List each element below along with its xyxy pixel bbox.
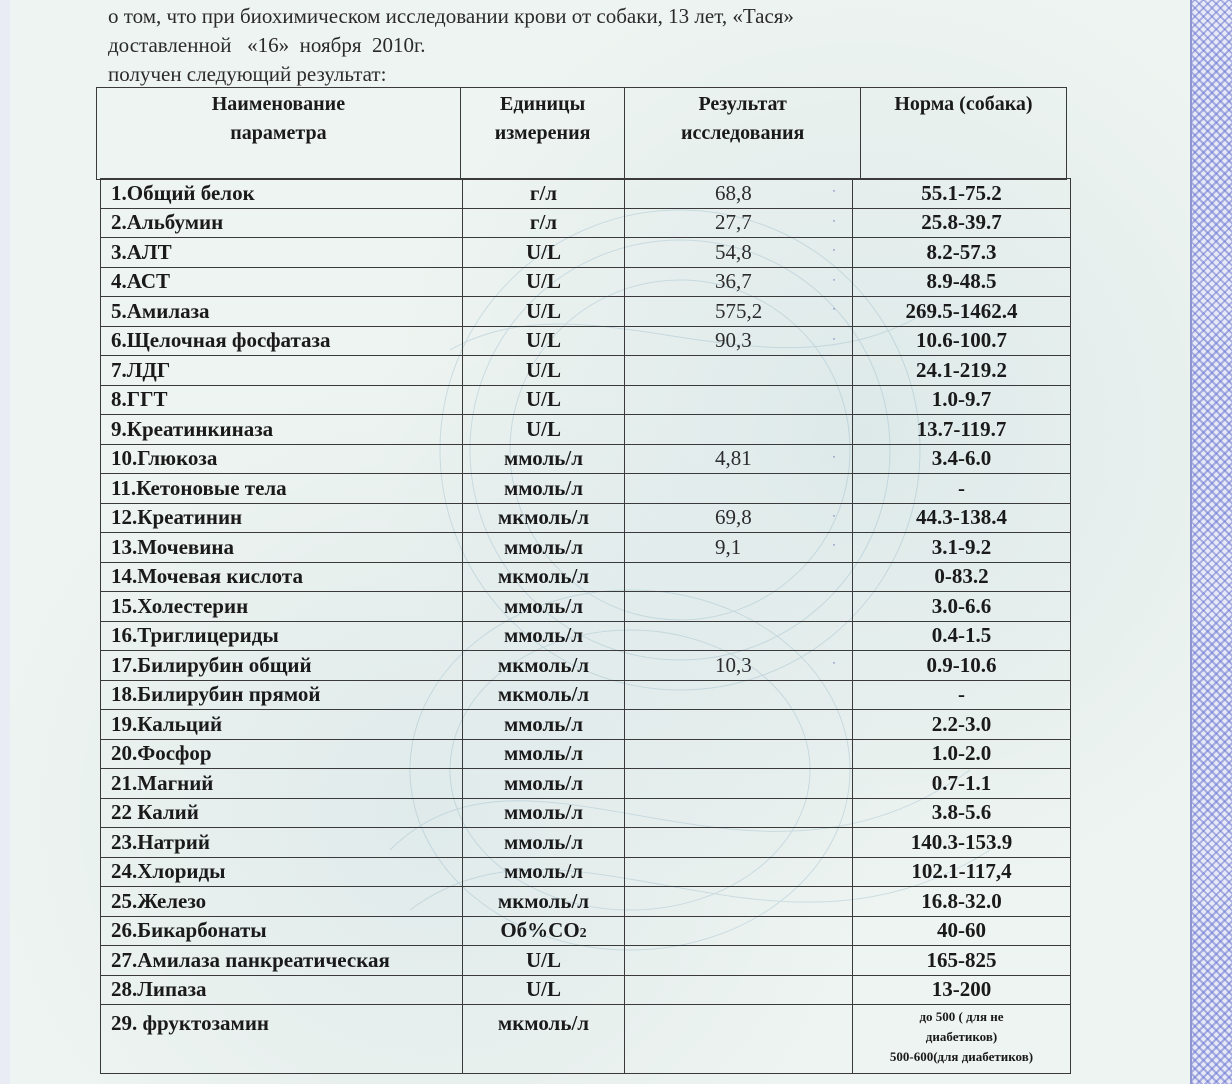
table-row <box>101 946 1071 976</box>
parameter-name: 22 Калий <box>101 798 463 828</box>
parameter-norm: 13.7-119.7 <box>853 415 1071 445</box>
table-row <box>101 444 1071 474</box>
parameter-norm: 3.8-5.6 <box>853 798 1071 828</box>
parameter-result <box>625 946 853 976</box>
parameter-unit: ммоль/л <box>463 592 625 622</box>
parameter-unit: ммоль/л <box>463 798 625 828</box>
check-mark-icon: ˙ <box>832 334 836 349</box>
check-mark-icon: ˙ <box>832 187 836 201</box>
table-row <box>101 798 1071 828</box>
parameter-name: 27.Амилаза панкреатическая <box>101 946 463 976</box>
parameter-name: 28.Липаза <box>101 975 463 1005</box>
table-row <box>101 562 1071 592</box>
parameter-result <box>625 297 853 327</box>
parameter-name: 7.ЛДГ <box>101 356 463 386</box>
table-row <box>101 710 1071 740</box>
parameter-unit: мкмоль/л <box>463 651 625 681</box>
parameter-norm: 0.9-10.6 <box>853 651 1071 681</box>
parameter-result <box>625 444 853 474</box>
norm-line: до 500 ( для не <box>919 1009 1004 1024</box>
parameter-result <box>625 533 853 563</box>
parameter-norm: 140.3-153.9 <box>853 828 1071 858</box>
table-row <box>101 474 1071 504</box>
result-value: 90,3 <box>715 328 752 353</box>
parameter-norm: 16.8-32.0 <box>853 887 1071 917</box>
parameter-name: 5.Амилаза <box>101 297 463 327</box>
parameter-unit: U/L <box>463 267 625 297</box>
parameter-norm: 25.8-39.7 <box>853 208 1071 238</box>
parameter-norm: 8.9-48.5 <box>853 267 1071 297</box>
left-margin <box>0 0 10 1084</box>
parameter-name: 18.Билирубин прямой <box>101 680 463 710</box>
check-mark-icon: ˙ <box>832 246 836 260</box>
parameter-unit: ммоль/л <box>463 444 625 474</box>
parameter-norm: 0.4-1.5 <box>853 621 1071 651</box>
parameter-unit: U/L <box>463 385 625 415</box>
parameter-unit: U/L <box>463 975 625 1005</box>
table-row <box>101 769 1071 799</box>
table-row <box>101 1005 1071 1074</box>
parameter-unit: ммоль/л <box>463 857 625 887</box>
parameter-name: 24.Хлориды <box>101 857 463 887</box>
parameter-norm: 10.6-100.7 <box>853 326 1071 356</box>
table-row <box>101 680 1071 710</box>
table-row <box>101 887 1071 917</box>
parameter-norm: 165-825 <box>853 946 1071 976</box>
table-row <box>101 592 1071 622</box>
parameter-name: 21.Магний <box>101 769 463 799</box>
parameter-norm: 8.2-57.3 <box>853 238 1071 268</box>
table-row <box>101 651 1071 681</box>
parameter-result <box>625 857 853 887</box>
table-row <box>101 975 1071 1005</box>
parameter-norm: 13-200 <box>853 975 1071 1005</box>
parameter-name: 10.Глюкоза <box>101 444 463 474</box>
check-mark-icon: ˙ <box>832 659 836 673</box>
result-value: 575,2 <box>715 298 763 323</box>
norm-line: 500-600(для диабетиков) <box>889 1049 1034 1064</box>
parameter-norm: 269.5-1462.4 <box>853 297 1071 327</box>
parameter-norm: 3.1-9.2 <box>853 533 1071 563</box>
parameter-name: 14.Мочевая кислота <box>101 562 463 592</box>
parameter-result <box>625 208 853 238</box>
parameter-norm: - <box>853 680 1071 710</box>
parameter-name: 15.Холестерин <box>101 592 463 622</box>
parameter-result <box>625 267 853 297</box>
result-value: 69,8 <box>715 505 752 530</box>
parameter-result <box>625 326 853 356</box>
parameter-result <box>625 503 853 533</box>
parameter-unit: ммоль/л <box>463 621 625 651</box>
result-value: 54,8 <box>715 239 752 264</box>
table-row <box>101 297 1071 327</box>
intro-line-3: получен следующий результат: <box>108 62 387 86</box>
parameter-result <box>625 179 853 209</box>
parameter-unit: мкмоль/л <box>463 1005 625 1074</box>
parameter-unit: ммоль/л <box>463 828 625 858</box>
table-row <box>101 356 1071 386</box>
check-mark-icon: ˙ <box>832 305 836 319</box>
parameter-norm: 24.1-219.2 <box>853 356 1071 386</box>
parameter-unit: мкмоль/л <box>463 562 625 592</box>
parameter-result <box>625 1005 853 1074</box>
parameter-result <box>625 828 853 858</box>
parameter-norm: 55.1-75.2 <box>853 179 1071 209</box>
parameter-name: 23.Натрий <box>101 828 463 858</box>
parameter-result <box>625 798 853 828</box>
parameter-norm <box>853 1005 1071 1074</box>
check-mark-icon: ˙ <box>832 275 836 290</box>
parameter-result <box>625 739 853 769</box>
parameter-unit: U/L <box>463 297 625 327</box>
table-row <box>101 326 1071 356</box>
result-value: 36,7 <box>715 269 752 294</box>
parameter-unit: U/L <box>463 415 625 445</box>
parameter-unit: U/L <box>463 326 625 356</box>
parameter-unit: г/л <box>463 179 625 209</box>
check-mark-icon: ˙ <box>832 541 836 555</box>
parameter-name: 29. фруктозамин <box>101 1005 463 1074</box>
check-mark-icon: ˙ <box>832 452 836 467</box>
check-mark-icon: ˙ <box>832 216 836 231</box>
table-row <box>101 503 1071 533</box>
results-table <box>100 178 1071 1074</box>
check-mark-icon: ˙ <box>832 511 836 526</box>
result-value: 27,7 <box>715 210 752 235</box>
parameter-name: 2.Альбумин <box>101 208 463 238</box>
parameter-name: 8.ГГТ <box>101 385 463 415</box>
parameter-result <box>625 975 853 1005</box>
table-row <box>101 916 1071 946</box>
parameter-name: 17.Билирубин общий <box>101 651 463 681</box>
result-value: 9,1 <box>715 534 742 559</box>
parameter-norm: 1.0-2.0 <box>853 739 1071 769</box>
parameter-unit: Об%CO2 <box>463 916 625 946</box>
parameter-norm: 0-83.2 <box>853 562 1071 592</box>
parameter-result <box>625 238 853 268</box>
norm-line: диабетиков) <box>925 1029 998 1044</box>
parameter-norm: 3.4-6.0 <box>853 444 1071 474</box>
table-row <box>101 857 1071 887</box>
table-row <box>101 739 1071 769</box>
parameter-result <box>625 887 853 917</box>
table-row <box>101 533 1071 563</box>
parameter-result <box>625 916 853 946</box>
table-row <box>101 267 1071 297</box>
header-result: Результат исследования <box>625 88 861 180</box>
parameter-result <box>625 592 853 622</box>
parameter-name: 9.Креатинкиназа <box>101 415 463 445</box>
parameter-name: 4.АСТ <box>101 267 463 297</box>
parameter-norm: 102.1-117,4 <box>853 857 1071 887</box>
parameter-norm: 3.0-6.6 <box>853 592 1071 622</box>
parameter-name: 26.Бикарбонаты <box>101 916 463 946</box>
parameter-unit: U/L <box>463 356 625 386</box>
parameter-result <box>625 356 853 386</box>
parameter-result <box>625 474 853 504</box>
header-name: Наименование параметра <box>97 88 461 180</box>
parameter-name: 3.АЛТ <box>101 238 463 268</box>
parameter-norm: 0.7-1.1 <box>853 769 1071 799</box>
parameter-name: 19.Кальций <box>101 710 463 740</box>
parameter-result <box>625 562 853 592</box>
parameter-name: 12.Креатинин <box>101 503 463 533</box>
parameter-unit: ммоль/л <box>463 474 625 504</box>
header-unit: Единицы измерения <box>460 88 625 180</box>
parameter-result <box>625 621 853 651</box>
parameter-unit: ммоль/л <box>463 710 625 740</box>
decorative-border <box>1190 0 1232 1084</box>
table-row <box>101 415 1071 445</box>
result-value: 4,81 <box>715 446 752 471</box>
parameter-unit: U/L <box>463 946 625 976</box>
parameter-norm: 2.2-3.0 <box>853 710 1071 740</box>
parameter-name: 6.Щелочная фосфатаза <box>101 326 463 356</box>
intro-line-1: о том, что при биохимическом исследовании крови от собаки, 13 лет, «Тася» <box>108 4 794 28</box>
parameter-unit: мкмоль/л <box>463 680 625 710</box>
intro-line-2: доставленной «16» ноября 2010г. <box>108 33 426 57</box>
header-norm: Норма (собака) <box>860 88 1066 180</box>
table-row <box>101 828 1071 858</box>
parameter-result <box>625 710 853 740</box>
table-row <box>101 238 1071 268</box>
table-row <box>101 385 1071 415</box>
parameter-result <box>625 769 853 799</box>
parameter-name: 16.Триглицериды <box>101 621 463 651</box>
parameter-unit: ммоль/л <box>463 533 625 563</box>
parameter-name: 25.Железо <box>101 887 463 917</box>
parameter-norm: - <box>853 474 1071 504</box>
parameter-unit: ммоль/л <box>463 769 625 799</box>
parameter-unit: U/L <box>463 238 625 268</box>
parameter-name: 11.Кетоновые тела <box>101 474 463 504</box>
parameter-unit: г/л <box>463 208 625 238</box>
parameter-norm: 1.0-9.7 <box>853 385 1071 415</box>
result-value: 10,3 <box>715 652 752 677</box>
parameter-name: 1.Общий белок <box>101 179 463 209</box>
parameter-result <box>625 415 853 445</box>
parameter-unit: ммоль/л <box>463 739 625 769</box>
parameter-result <box>625 680 853 710</box>
table-row <box>101 208 1071 238</box>
parameter-name: 20.Фосфор <box>101 739 463 769</box>
table-header <box>96 87 1067 180</box>
parameter-norm: 40-60 <box>853 916 1071 946</box>
parameter-norm: 44.3-138.4 <box>853 503 1071 533</box>
parameter-result <box>625 651 853 681</box>
table-row <box>101 621 1071 651</box>
parameter-result <box>625 385 853 415</box>
parameter-unit: мкмоль/л <box>463 503 625 533</box>
document-intro <box>108 2 794 89</box>
parameter-unit: мкмоль/л <box>463 887 625 917</box>
result-value: 68,8 <box>715 180 752 205</box>
parameter-name: 13.Мочевина <box>101 533 463 563</box>
table-row <box>101 179 1071 209</box>
